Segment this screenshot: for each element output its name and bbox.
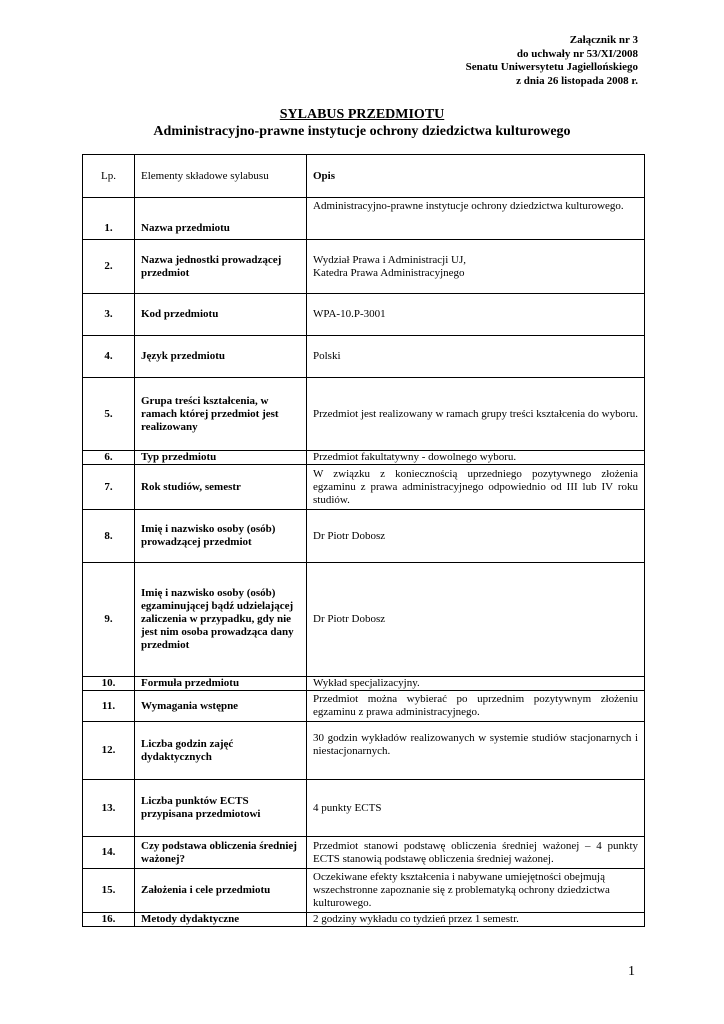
header-element: Elementy składowe sylabusu [135,155,307,198]
row-opis [307,240,645,294]
row-lp: 2. [83,240,135,294]
row-element: Liczba punktów ECTS przypisana przedmiotowi [135,780,307,837]
row-opis: Przedmiot fakultatywny - dowolnego wyboru. [307,451,645,465]
row-element: Nazwa jednostki prowadzącej przedmiot [135,240,307,294]
row-lp: 13. [83,780,135,837]
table-row [83,336,645,378]
row-element: Imię i nazwisko osoby (osób) egzaminującej bądź udzielającej zaliczenia w przypadku, gdy nie jest nim osoba prowadząca dany przedmiot [135,563,307,677]
table-row [83,451,645,465]
row-opis-line: Wydział Prawa i Administracji UJ, [313,253,467,266]
row-opis: Dr Piotr Dobosz [307,563,645,677]
table-row [83,869,645,913]
table-row [83,198,645,240]
row-element: Czy podstawa obliczenia średniej ważonej? [135,837,307,869]
table-row [83,378,645,451]
row-lp: 12. [83,722,135,780]
attachment-header [466,34,638,88]
header-opis: Opis [307,155,645,198]
attachment-number: Załącznik nr 3 [569,34,638,46]
page-number: 1 [628,964,635,979]
row-element: Imię i nazwisko osoby (osób) prowadzącej przedmiot [135,510,307,563]
row-opis: W związku z koniecznością uprzedniego pozytywnego złożenia egzaminu z prawa administracyjnego odpowiednio od III lub IV roku studiów. [307,465,645,510]
row-element: Założenia i cele przedmiotu [135,869,307,913]
row-opis: WPA-10.P-3001 [307,294,645,336]
row-element: Formuła przedmiotu [135,677,307,691]
row-opis: Dr Piotr Dobosz [307,510,645,563]
table-row [83,240,645,294]
row-lp: 1. [83,198,135,240]
table-row [83,465,645,510]
table-row [83,837,645,869]
row-lp: 6. [83,451,135,465]
row-lp: 5. [83,378,135,451]
row-element: Rok studiów, semestr [135,465,307,510]
row-lp: 15. [83,869,135,913]
header-lp: Lp. [83,155,135,198]
row-opis: 30 godzin wykładów realizowanych w systemie studiów stacjonarnych i niestacjonarnych. [307,722,645,780]
senate-name: Senatu Uniwersytetu Jagiellońskiego [465,61,638,73]
row-element: Język przedmiotu [135,336,307,378]
row-opis: Przedmiot stanowi podstawę obliczenia średniej ważonej – 4 punkty ECTS stanowią podstawę obliczenia średniej ważonej. [307,837,645,869]
row-opis: 4 punkty ECTS [307,780,645,837]
row-opis: 2 godziny wykładu co tydzień przez 1 semestr. [307,913,645,927]
table-row [83,913,645,927]
row-opis: Polski [307,336,645,378]
row-lp: 10. [83,677,135,691]
document-subtitle: Administracyjno-prawne instytucje ochrony dziedzictwa kulturowego [153,124,571,139]
document-title: SYLABUS PRZEDMIOTU [279,107,445,122]
row-opis: Administracyjno-prawne instytucje ochrony dziedzictwa kulturowego. [307,198,645,240]
row-element: Nazwa przedmiotu [135,198,307,240]
row-element: Kod przedmiotu [135,294,307,336]
row-element: Wymagania wstępne [135,691,307,722]
row-lp: 14. [83,837,135,869]
table-header-row [83,155,645,198]
row-opis: Oczekiwane efekty kształcenia i nabywane umiejętności obejmują wszechstronne zapoznanie się z problematyką ochrony dziedzictwa kulturowego. [307,869,645,913]
table-row [83,677,645,691]
row-opis: Wykład specjalizacyjny. [307,677,645,691]
row-lp: 8. [83,510,135,563]
resolution-date: z dnia 26 listopada 2008 r. [516,74,638,87]
row-lp: 4. [83,336,135,378]
resolution-number: do uchwały nr 53/XI/2008 [516,47,638,60]
table-row [83,510,645,563]
row-element: Typ przedmiotu [135,451,307,465]
row-opis: Przedmiot jest realizowany w ramach grupy treści kształcenia do wyboru. [307,378,645,451]
table-row [83,563,645,677]
row-lp: 16. [83,913,135,927]
table-row [83,722,645,780]
row-opis-line: Katedra Prawa Administracyjnego [313,266,465,279]
row-lp: 11. [83,691,135,722]
table-row [83,691,645,722]
table-row [83,294,645,336]
row-element: Metody dydaktyczne [135,913,307,927]
row-lp: 7. [83,465,135,510]
table-row [83,780,645,837]
title-block [0,107,724,140]
syllabus-table [82,154,645,927]
row-element: Grupa treści kształcenia, w ramach której przedmiot jest realizowany [135,378,307,451]
row-opis: Przedmiot można wybierać po uprzednim pozytywnym złożeniu egzaminu z prawa administracyjnego. [307,691,645,722]
row-element: Liczba godzin zajęć dydaktycznych [135,722,307,780]
row-lp: 9. [83,563,135,677]
row-lp: 3. [83,294,135,336]
